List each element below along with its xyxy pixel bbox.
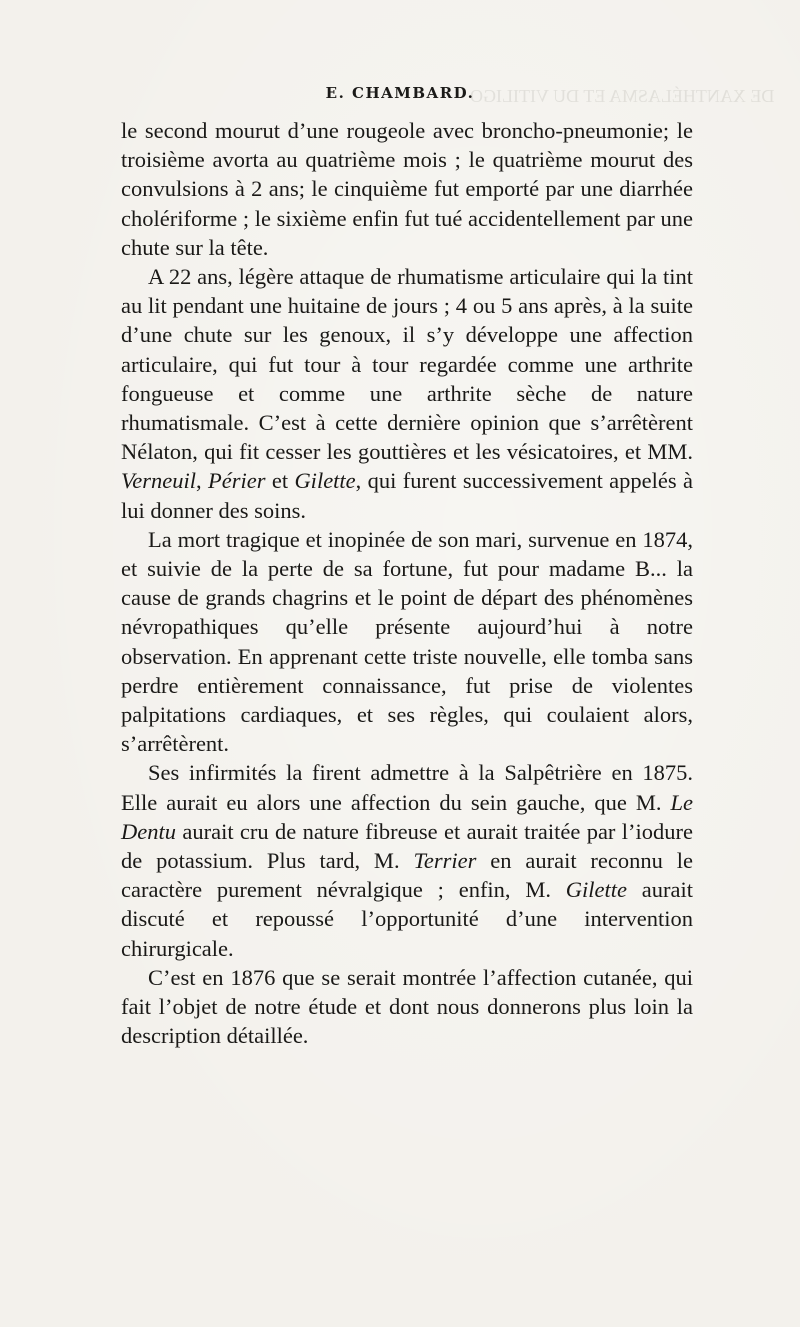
- text-run: le second mourut d’une rougeole avec broncho-pneumonie; le troisième avorta au quatrième mois ; le quatrième mourut des convulsions à 2 ans; le cinquième fut emporté par une diarrhée cholériforme ; le sixième enfin fut tué accidentellement par une chute sur la tête.: [121, 118, 693, 260]
- paragraph: [121, 262, 693, 525]
- paragraph: [121, 525, 693, 759]
- paragraph: [121, 116, 693, 262]
- body-text: [121, 116, 693, 1051]
- paragraph: [121, 758, 693, 962]
- italic-name: Le Dentu: [121, 789, 693, 844]
- text-run: A 22 ans, légère attaque de rhumatisme articulaire qui la tint au lit pendant une huitaine de jours ; 4 ou 5 ans après, à la suite d’une chute sur les genoux, il s’y développe une affection articulaire, qui fut tour à tour regardée comme une arthrite fongueuse et comme une arthrite sèche de nature rhumatismale. C’est à cette dernière opinion que s’arrêtèrent Nélaton, qui fit cesser les gouttières et les vésicatoires, et MM.: [121, 264, 693, 465]
- italic-name: Gilette: [294, 468, 356, 494]
- italic-name: Gilette: [565, 877, 627, 903]
- text-run: en aurait reconnu le caractère purement névralgique ; enfin, M.: [121, 848, 693, 903]
- text-run: ,: [195, 468, 208, 494]
- italic-name: Verneuil: [121, 468, 196, 494]
- italic-name: Terrier: [413, 848, 477, 874]
- text-run: C’est en 1876 que se serait montrée l’affection cutanée, qui fait l’objet de notre étude et dont nous donnerons plus loin la description détaillée.: [121, 964, 693, 1049]
- text-run: et: [265, 468, 295, 494]
- running-head: E. CHAMBARD.: [325, 84, 475, 102]
- italic-name: Périer: [207, 468, 266, 494]
- text-run: aurait cru de nature fibreuse et aurait traitée par l’iodure de potassium. Plus tard, M.: [121, 818, 693, 874]
- paragraph: [121, 963, 693, 1051]
- text-run: aurait discuté et repoussé l’opportunité d’une intervention chirurgicale.: [121, 877, 693, 961]
- text-run: La mort tragique et inopinée de son mari, survenue en 1874, et suivie de la perte de sa fortune, fut pour madame B... la cause de grands chagrins et le point de départ des phénomènes névropathiques qu’elle présente aujourd’hui à notre observation. En apprenant cette triste nouvelle, elle tomba sans perdre entièrement connaissance, fut prise de violentes palpitations cardiaques, et ses règles, qui coulaient alors, s’arrêtèrent.: [121, 526, 693, 757]
- text-run: Ses infirmités la firent admettre à la Salpêtrière en 1875. Elle aurait eu alors une affection du sein gauche, que M.: [121, 760, 693, 815]
- text-run: , qui furent successivement appelés à lui donner des soins.: [121, 468, 693, 523]
- show-through-text: DE XANTHÉLASMA ET DU VITILIGO: [470, 86, 775, 106]
